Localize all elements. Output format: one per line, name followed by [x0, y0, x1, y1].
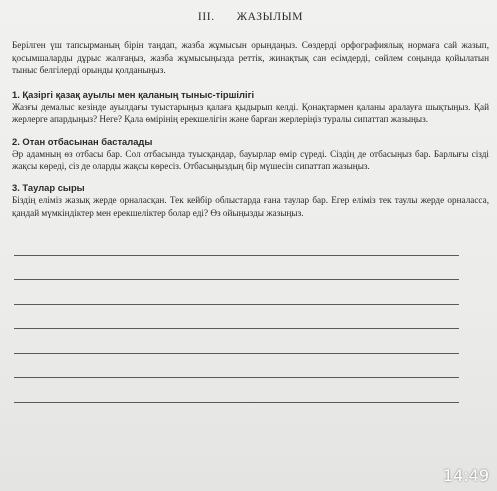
section-title: ЖАЗЫЛЫМ — [236, 11, 304, 23]
instructions-paragraph: Берілген үш тапсырманың бірін таңдап, жазба жұмысын орындаңыз. Сөздерді орфографиялық нормаға сай жазып, қосымшаларды дұрыс жалғаңыз, жазба жұмысыңызда реттік, жинақтық сан есімдерді, сөйлем соңында қойылатын тыныс белгілерді орынды қолданыңыз. — [12, 40, 489, 76]
task-2-body: Әр адамның өз отбасы бар. Сол отбасында туысқандар, бауырлар өмір сүреді. Сіздің де отбасыңыз бар. Барлығы сізді жақсы көреді, сіз де оларды жақсы көресіз. Отбасыңыздың бір мүшесін сипаттап жазыңыз. — [12, 148, 489, 171]
task-1-heading: 1. Қазіргі қазақ ауылы мен қаланың тыныс-тіршілігі — [12, 88, 255, 100]
answer-line — [14, 305, 459, 330]
answer-line — [14, 329, 459, 354]
task-3-heading: 3. Таулар сыры — [12, 182, 85, 194]
section-number: III. — [197, 11, 215, 23]
answer-line — [14, 378, 459, 403]
page-title — [12, 11, 489, 23]
answer-line — [14, 280, 459, 305]
task-2 — [12, 136, 489, 173]
answer-line — [14, 231, 459, 256]
photo-timestamp: 14:49 — [442, 466, 489, 485]
task-3 — [12, 182, 489, 219]
answer-lines — [12, 231, 489, 403]
task-2-heading: 2. Отан отбасынан басталады — [12, 135, 153, 147]
answer-line — [14, 256, 459, 281]
task-1 — [12, 89, 489, 126]
answer-line — [14, 354, 459, 379]
task-1-body: Жазғы демалыс кезінде ауылдағы туыстарыңыз қалаға қыдырып келді. Қонақтармен қаланы аралауға шықтыңыз. Қай жерлерге апардыңыз? Неге? Қала өмірінің ерекшелігін және барған жерлеріңіз туралы сипаттап жазыңыз. — [12, 101, 489, 125]
task-3-body: Біздің еліміз жазық жерде орналасқан. Тек кейбір облыстарда ғана таулар бар. Егер еліміз тек таулы жерде орналасса, қандай мүмкіндіктер мен ерекшеліктер болар еді? Өз ойыңызды жазыңыз. — [12, 195, 489, 218]
